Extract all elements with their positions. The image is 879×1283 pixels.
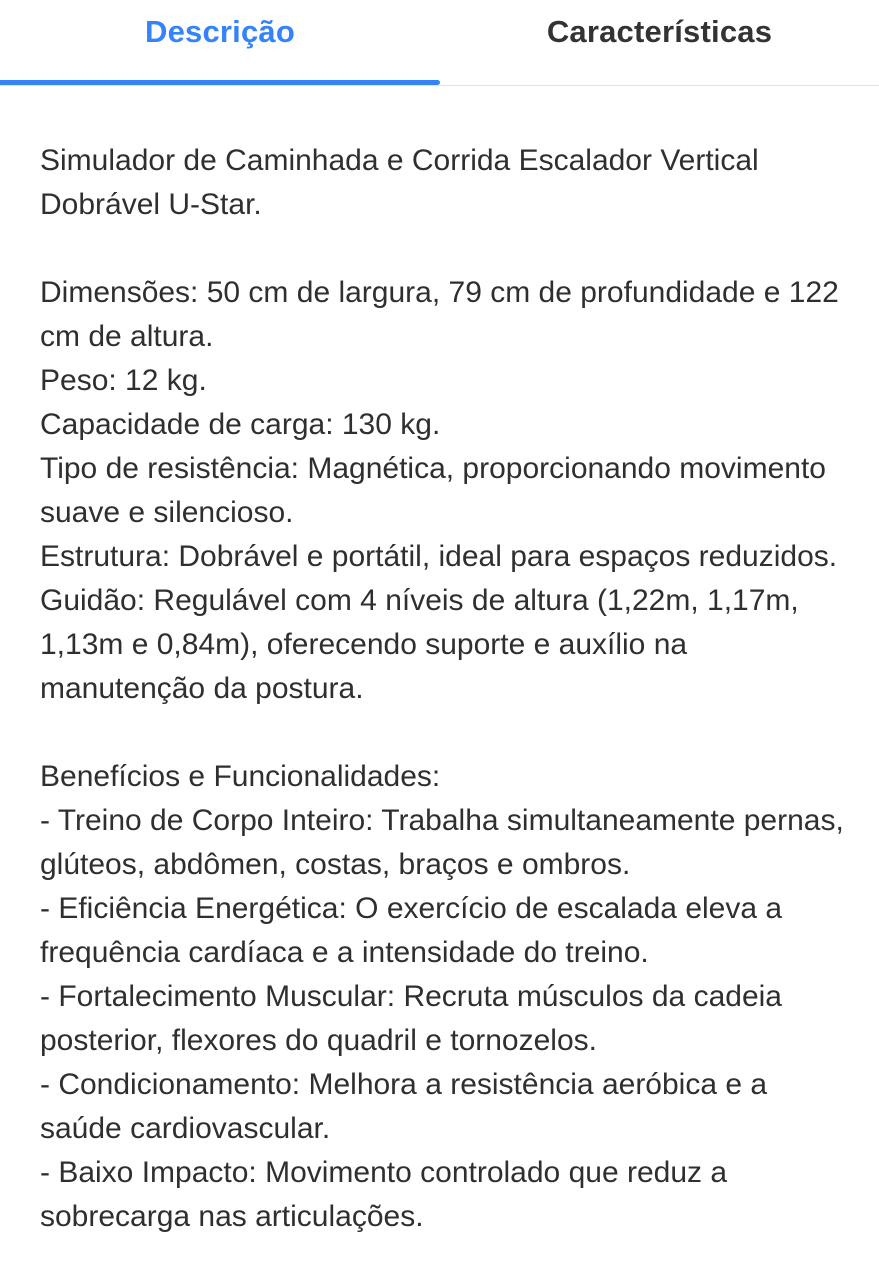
benefit-item: - Treino de Corpo Inteiro: Trabalha simultaneamente pernas, glúteos, abdômen, costas, braços e ombros. [40,804,844,881]
spec-weight: Peso: 12 kg. [40,364,207,397]
spec-structure: Estrutura: Dobrável e portátil, ideal para espaços reduzidos. [40,540,838,573]
product-intro: Simulador de Caminhada e Corrida Escalador Vertical Dobrável U-Star. [40,144,759,221]
active-tab-indicator [0,80,440,85]
spec-resistance: Tipo de resistência: Magnética, proporcionando movimento suave e silencioso. [40,452,826,529]
tab-description[interactable] [0,0,440,86]
specs-section [40,271,850,711]
benefit-item: - Eficiência Energética: O exercício de escalada eleva a frequência cardíaca e a intensidade do treino. [40,892,783,969]
spec-dimensions: Dimensões: 50 cm de largura, 79 cm de profundidade e 122 cm de altura. [40,276,839,353]
spec-load-capacity: Capacidade de carga: 130 kg. [40,408,441,441]
benefit-item: - Baixo Impacto: Movimento controlado que reduz a sobrecarga nas articulações. [40,1156,728,1233]
benefits-heading: Benefícios e Funcionalidades: [40,760,441,793]
description-content [40,139,850,1283]
spec-handlebar: Guidão: Regulável com 4 níveis de altura (1,22m, 1,17m, 1,13m e 0,84m), oferecendo suporte e auxílio na manutenção da postura. [40,584,799,705]
tab-features[interactable] [440,0,879,86]
benefit-item: - Fortalecimento Muscular: Recruta músculos da cadeia posterior, flexores do quadril e tornozelos. [40,980,782,1057]
tab-description-label: Descrição [144,14,295,49]
benefit-item: - Condicionamento: Melhora a resistência aeróbica e a saúde cardiovascular. [40,1068,768,1145]
benefits-section [40,755,850,1239]
tab-features-label: Características [546,14,773,49]
tab-bar [0,0,879,86]
